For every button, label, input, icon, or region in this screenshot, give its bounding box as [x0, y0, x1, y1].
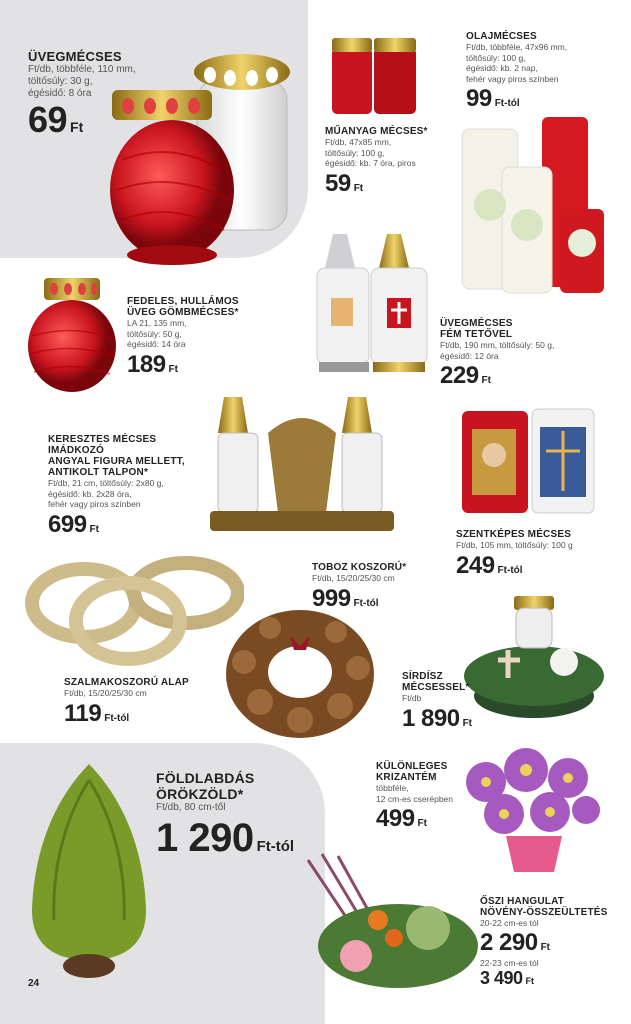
product-desc: Ft/db, 190 mm, töltősúly: 50 g, égésidő: 12 óra — [440, 340, 555, 361]
product-price: 1 290 Ft-tól — [156, 816, 295, 860]
product-desc: 20-22 cm-es tól — [480, 918, 539, 928]
product-price: 229 Ft — [440, 362, 491, 389]
holy-picture-candle-image — [458, 405, 598, 517]
oil-candle-image — [460, 115, 610, 295]
evergreen-tree-image — [24, 760, 154, 982]
product-title: FEDELES, HULLÁMOS ÜVEG GÖMBMÉCSES* — [127, 296, 239, 318]
product-title: OLAJMÉCSES — [466, 31, 537, 42]
product-fedeles — [127, 296, 277, 377]
product-desc-2: 22-23 cm-es tól — [480, 957, 539, 968]
product-sirdisz — [402, 671, 502, 731]
product-title: MŰANYAG MÉCSES* — [325, 126, 428, 137]
product-price: 249 Ft-tól — [456, 551, 523, 579]
product-price: 189 Ft — [127, 350, 178, 378]
product-price: 69 Ft — [28, 99, 84, 140]
product-price: 99 Ft-tól — [466, 85, 520, 112]
product-title: KÜLÖNLEGES KRIZANTÉM — [376, 761, 448, 783]
product-desc: Ft/db, 21 cm, töltősúly: 2x80 g, égésidő: kb. 2x28 óra, fehér vagy piros színben — [48, 478, 164, 509]
product-price: 119 Ft-tól — [64, 699, 130, 727]
product-price-2: 3 490 Ft — [480, 968, 535, 988]
product-oszi — [480, 896, 630, 988]
page-number: 24 — [28, 978, 40, 989]
product-price: 59 Ft — [325, 169, 364, 197]
product-szentkepes — [456, 529, 631, 578]
straw-wreath-image — [24, 555, 244, 670]
product-desc: Ft/db, többféle, 47x96 mm, töltősúly: 100 g, égésidő: kb. 2 nap, fehér vagy piros színben — [466, 42, 568, 84]
product-desc: Ft/db, többféle, 110 mm, töltősúly: 30 g, égésidő: 8 óra — [28, 64, 136, 99]
product-title: ÜVEGMÉCSES FÉM TETŐVEL — [440, 318, 513, 340]
metal-top-candle-image — [313, 228, 433, 376]
product-price: 699 Ft — [48, 510, 99, 538]
pinecone-wreath-image — [220, 602, 380, 744]
product-desc: többféle, 12 cm-es cserépben — [376, 783, 454, 804]
product-desc: Ft/db, 105 mm, töltősúly: 100 g — [456, 540, 573, 550]
product-price: 2 290 Ft — [480, 928, 551, 956]
product-title: KERESZTES MÉCSES IMÁDKOZÓ ANGYAL FIGURA MELLETT, ANTIKOLT TALPON* — [48, 434, 185, 478]
product-title: FÖLDLABDÁS ÖRÖKZÖLD* — [156, 770, 255, 802]
round-glass-candle-image — [26, 276, 118, 394]
product-title: ŐSZI HANGULAT NÖVÉNY-ÖSSZEÜLTETÉS — [480, 896, 608, 918]
product-title: SZENTKÉPES MÉCSES — [456, 529, 572, 540]
angel-candle-image — [208, 393, 396, 535]
glass-candle-image — [92, 50, 302, 270]
product-desc: Ft/db, 80 cm-től — [156, 802, 226, 813]
product-desc: Ft/db, 47x85 mm, töltősúly: 100 g, égésidő: kb. 7 óra, piros — [325, 137, 416, 168]
product-desc: Ft/db, 15/20/25/30 cm — [312, 573, 395, 583]
product-desc: LA 21, 135 mm, töltősúly: 50 g, égésidő: 14 óra — [127, 318, 187, 349]
autumn-arrangement-image — [298, 850, 478, 998]
product-price: 1 890 Ft — [402, 704, 473, 732]
product-muanyag — [325, 126, 455, 196]
product-szalma — [64, 677, 224, 726]
chrysanthemum-image — [456, 748, 606, 876]
product-femteto — [440, 318, 620, 388]
plastic-candle-image — [328, 34, 420, 119]
product-title: TOBOZ KOSZORÚ* — [312, 562, 407, 573]
product-keresztes — [48, 434, 213, 537]
product-foldlabdas — [156, 770, 321, 858]
product-price: 999 Ft-tól — [312, 584, 379, 612]
product-title: SÍRDÍSZ MÉCSESSEL* — [402, 671, 470, 693]
product-title: ÜVEGMÉCSES — [28, 49, 122, 64]
product-olajmecses — [466, 31, 626, 111]
product-title: SZALMAKOSZORÚ ALAP — [64, 677, 189, 688]
product-price: 499 Ft — [376, 805, 427, 832]
product-desc: Ft/db — [402, 693, 422, 703]
product-desc: Ft/db, 15/20/25/30 cm — [64, 688, 147, 698]
